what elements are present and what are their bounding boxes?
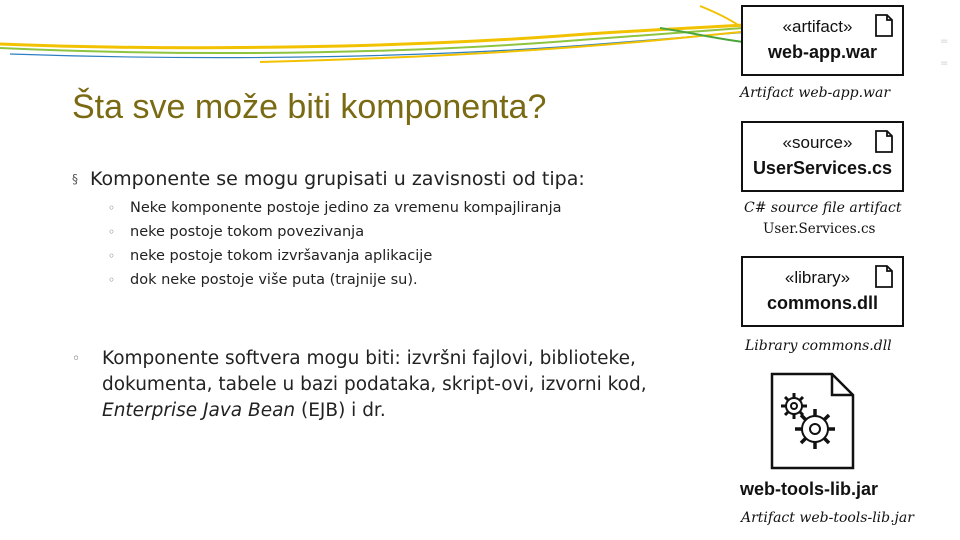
- gear-document-icon: [770, 372, 855, 470]
- sub-bullet-item: ◦ Neke komponente postoje jedino za vremenu kompajliranja: [108, 200, 562, 216]
- bullet-grouping: [72, 168, 585, 190]
- artifact-name: web-app.war: [767, 42, 878, 62]
- artifact-box-commons: [741, 256, 904, 327]
- bullet-text: Komponente softvera mogu biti: izvršni fajlovi, biblioteke, dokumenta, tabele u bazi podataka, skript-ovi, izvorni kod, Enterprise Java Bean (EJB) i dr.: [102, 348, 647, 421]
- artifact-name: web-tools-lib.jar: [740, 479, 879, 499]
- artifact-box-user-services: [741, 121, 904, 192]
- artifact-caption-filename: User.Services.cs: [763, 221, 876, 237]
- slide-title: Šta sve može biti komponenta?: [72, 88, 547, 126]
- sub-bullet-list: [108, 199, 562, 295]
- bullet-marker: §: [72, 172, 78, 186]
- artifact-caption: C# source file artifact: [744, 200, 902, 216]
- artifact-name: UserServices.cs: [752, 158, 893, 178]
- artifact-box-web-app: [741, 5, 904, 76]
- sub-bullet-item: ◦ neke postoje tokom izvršavanja aplikacije: [108, 248, 433, 264]
- artifact-stereotype: «artifact»: [782, 17, 853, 36]
- artifact-name: commons.dll: [766, 293, 878, 313]
- artifact-caption: Artifact web-tools-lib.jar: [741, 510, 914, 526]
- artifact-caption: Artifact web-app.war: [740, 85, 891, 101]
- edge-decoration: = =: [940, 36, 949, 69]
- sub-bullet-item: ◦ neke postoje tokom povezivanja: [108, 224, 365, 240]
- artifact-stereotype: «library»: [784, 268, 851, 287]
- artifact-stereotype: «source»: [782, 133, 853, 152]
- bullet-marker: ◦: [72, 351, 81, 367]
- artifact-caption: Library commons.dll: [745, 338, 892, 354]
- sub-bullet-item: ◦ dok neke postoje više puta (trajnije su).: [108, 272, 418, 288]
- bullet-text: Komponente se mogu grupisati u zavisnosti od tipa:: [90, 168, 585, 190]
